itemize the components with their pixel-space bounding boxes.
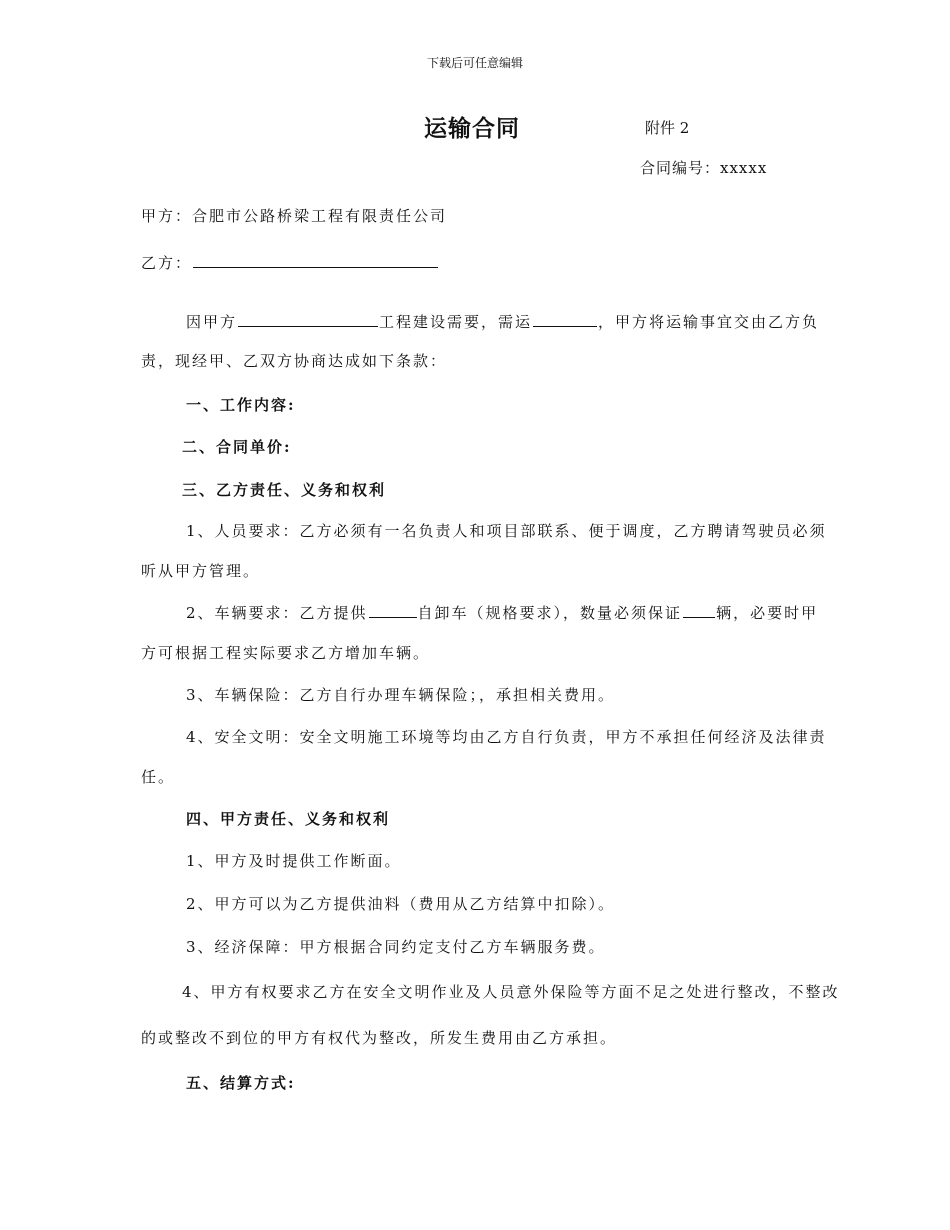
party-b-label: 乙方：	[141, 254, 193, 272]
vehicle-type-blank	[369, 603, 417, 618]
party-b	[141, 252, 439, 273]
clause-3-2-text-3: 辆，必要时甲	[716, 604, 819, 622]
clause-4-4-line-1: 4、甲方有权要求乙方在安全文明作业及人员意外保险等方面不足之处进行整改，不整改	[182, 983, 840, 1001]
clause-3-4-line-2: 任。	[141, 768, 176, 786]
clause-3-2-line-2: 方可根据工程实际要求乙方增加车辆。	[141, 644, 431, 662]
clause-3-4-line-1: 4、安全文明：安全文明施工环境等均由乙方自行负责，甲方不承担任何经济及法律责	[186, 728, 827, 746]
cargo-blank	[533, 312, 597, 327]
clause-4-4-line-2: 的或整改不到位的甲方有权代为整改，所发生费用由乙方承担。	[141, 1029, 618, 1047]
header-note: 下载后可任意编辑	[426, 56, 523, 70]
section-1-heading: 一、工作内容:	[186, 396, 296, 414]
clause-3-1-line-2: 听从甲方管理。	[141, 562, 261, 580]
section-2-heading: 二、合同单价:	[182, 438, 292, 456]
document-title: 运输合同	[424, 115, 520, 142]
vehicle-count-blank	[683, 603, 715, 618]
clause-3-2-text-1: 2、车辆要求：乙方提供	[186, 604, 368, 622]
clause-4-2: 2、甲方可以为乙方提供油料（费用从乙方结算中扣除）。	[186, 895, 616, 913]
section-5-heading: 五、结算方式:	[186, 1074, 296, 1092]
clause-4-3: 3、经济保障：甲方根据合同约定支付乙方车辆服务费。	[186, 938, 606, 956]
intro-line-1	[186, 311, 819, 332]
clause-3-2-text-2: 自卸车（规格要求），数量必须保证	[417, 604, 683, 622]
clause-3-1-line-1: 1、人员要求：乙方必须有一名负责人和项目部联系、便于调度，乙方聘请驾驶员必须	[186, 522, 827, 540]
clause-3-2-line-1	[186, 602, 818, 623]
party-a: 甲方：合肥市公路桥梁工程有限责任公司	[141, 207, 448, 225]
clause-4-1: 1、甲方及时提供工作断面。	[186, 852, 402, 870]
intro-text-2: 工程建设需要，需运	[379, 313, 533, 331]
project-blank	[238, 312, 378, 327]
section-3-heading: 三、乙方责任、义务和权利	[182, 481, 387, 499]
intro-text-3: ，甲方将运输事宜交由乙方负	[598, 313, 820, 331]
party-b-blank	[193, 253, 438, 268]
clause-3-3: 3、车辆保险：乙方自行办理车辆保险；，承担相关费用。	[186, 686, 616, 704]
intro-line-2: 责，现经甲、乙双方协商达成如下条款：	[141, 352, 448, 370]
contract-number: 合同编号：xxxxx	[640, 159, 768, 177]
intro-text-1: 因甲方	[186, 313, 238, 331]
section-4-heading: 四、甲方责任、义务和权利	[186, 810, 391, 828]
attachment-label: 附件 2	[645, 119, 690, 137]
